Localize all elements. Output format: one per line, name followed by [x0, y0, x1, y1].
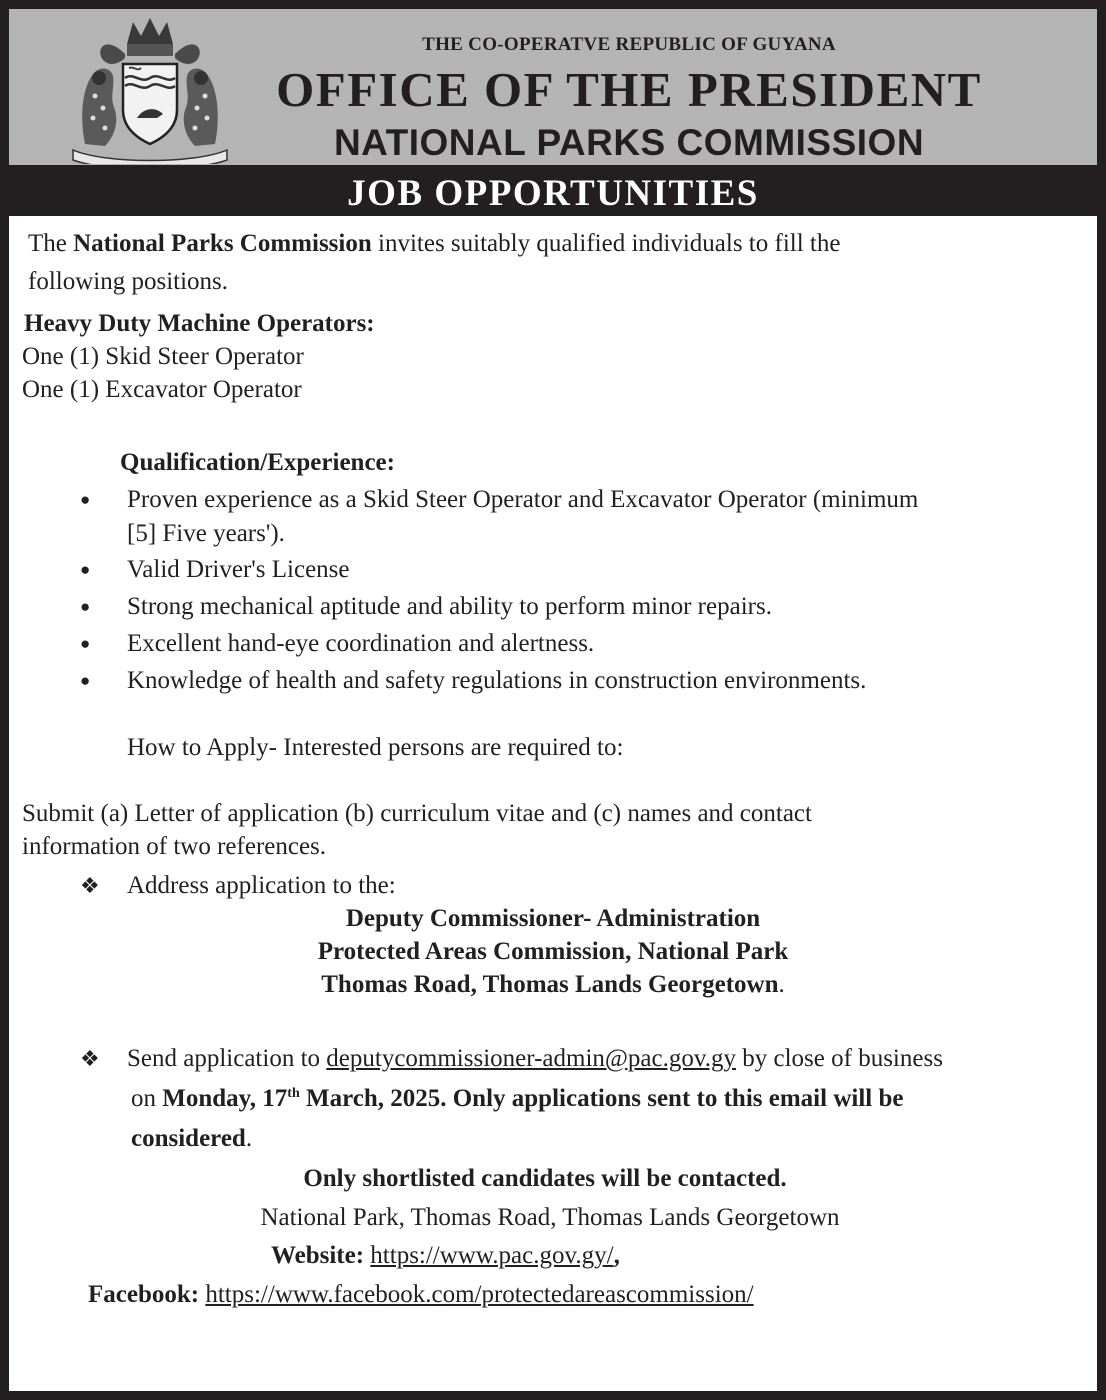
republic-title: THE CO-OPERATVE REPUBLIC OF GUYANA	[422, 34, 836, 55]
shortlist-notice: Only shortlisted candidates will be contacted.	[303, 1165, 787, 1192]
diamond-bullet-icon: ❖	[80, 873, 100, 898]
submit-line-2: information of two references.	[22, 833, 327, 860]
intro-line-1: The National Parks Commission invites suitably qualified individuals to fill the	[28, 230, 841, 257]
qualifications-heading: Qualification/Experience:	[120, 449, 395, 476]
qualification-item: Excellent hand-eye coordination and alertness.	[127, 630, 595, 657]
website-line: Website: https://www.pac.gov.gy/,	[271, 1242, 620, 1269]
bullet-icon: ●	[80, 597, 91, 616]
address-line: Protected Areas Commission, National Park	[317, 938, 789, 965]
intro-line-2: following positions.	[28, 268, 229, 295]
send-line: Send application to deputycommissioner-admin@pac.gov.gy by close of business	[127, 1045, 943, 1072]
qualification-item: Strong mechanical aptitude and ability to perform minor repairs.	[127, 593, 772, 620]
facebook-line	[88, 1279, 754, 1311]
address-line-3: Thomas Road, Thomas Lands Georgetown.	[321, 971, 785, 998]
facebook-label: Facebook:	[88, 1281, 200, 1308]
facebook-link[interactable]: https://www.facebook.com/protectedareascommission/	[205, 1281, 754, 1308]
position-item: One (1) Skid Steer Operator	[22, 343, 304, 370]
website-link[interactable]: https://www.pac.gov.gy/	[370, 1242, 614, 1269]
organisation-name: National Parks Commission	[73, 230, 372, 257]
commission-title: NATIONAL PARKS COMMISSION	[333, 122, 925, 163]
bullet-icon: ●	[80, 634, 91, 653]
deadline-text: Monday, 17th March, 2025. Only applications sent to this email will be	[162, 1085, 904, 1112]
bullet-icon: ●	[80, 671, 91, 690]
email-link[interactable]: deputycommissioner-admin@pac.gov.gy	[326, 1045, 736, 1072]
job-opportunities-banner: JOB OPPORTUNITIES	[9, 171, 1097, 216]
bullet-icon: ●	[80, 490, 91, 509]
how-to-apply: How to Apply- Interested persons are required to:	[127, 734, 624, 761]
submit-line-1: Submit (a) Letter of application (b) curriculum vitae and (c) names and contact	[22, 800, 812, 827]
coat-of-arms-icon	[65, 14, 235, 164]
address-line: Deputy Commissioner- Administration	[345, 905, 761, 932]
bullet-icon: ●	[80, 560, 91, 579]
positions-heading: Heavy Duty Machine Operators:	[24, 310, 375, 337]
qualification-item: Knowledge of health and safety regulations in construction environments.	[127, 667, 867, 694]
address-intro: Address application to the:	[127, 872, 396, 899]
header	[9, 9, 1097, 171]
deadline-line: on Monday, 17th March, 2025. Only applications sent to this email will be	[131, 1085, 904, 1112]
qualification-item: Valid Driver's License	[127, 556, 350, 583]
footer-address: National Park, Thomas Road, Thomas Lands Georgetown	[260, 1204, 840, 1231]
qualification-item: Proven experience as a Skid Steer Operator and Excavator Operator (minimum	[127, 486, 919, 513]
considered-line: considered.	[131, 1125, 253, 1152]
diamond-bullet-icon: ❖	[80, 1046, 100, 1071]
office-title: OFFICE OF THE PRESIDENT	[276, 62, 982, 117]
website-label: Website:	[271, 1242, 365, 1269]
position-item: One (1) Excavator Operator	[22, 376, 302, 403]
qualification-item-continued: [5] Five years').	[127, 520, 285, 547]
